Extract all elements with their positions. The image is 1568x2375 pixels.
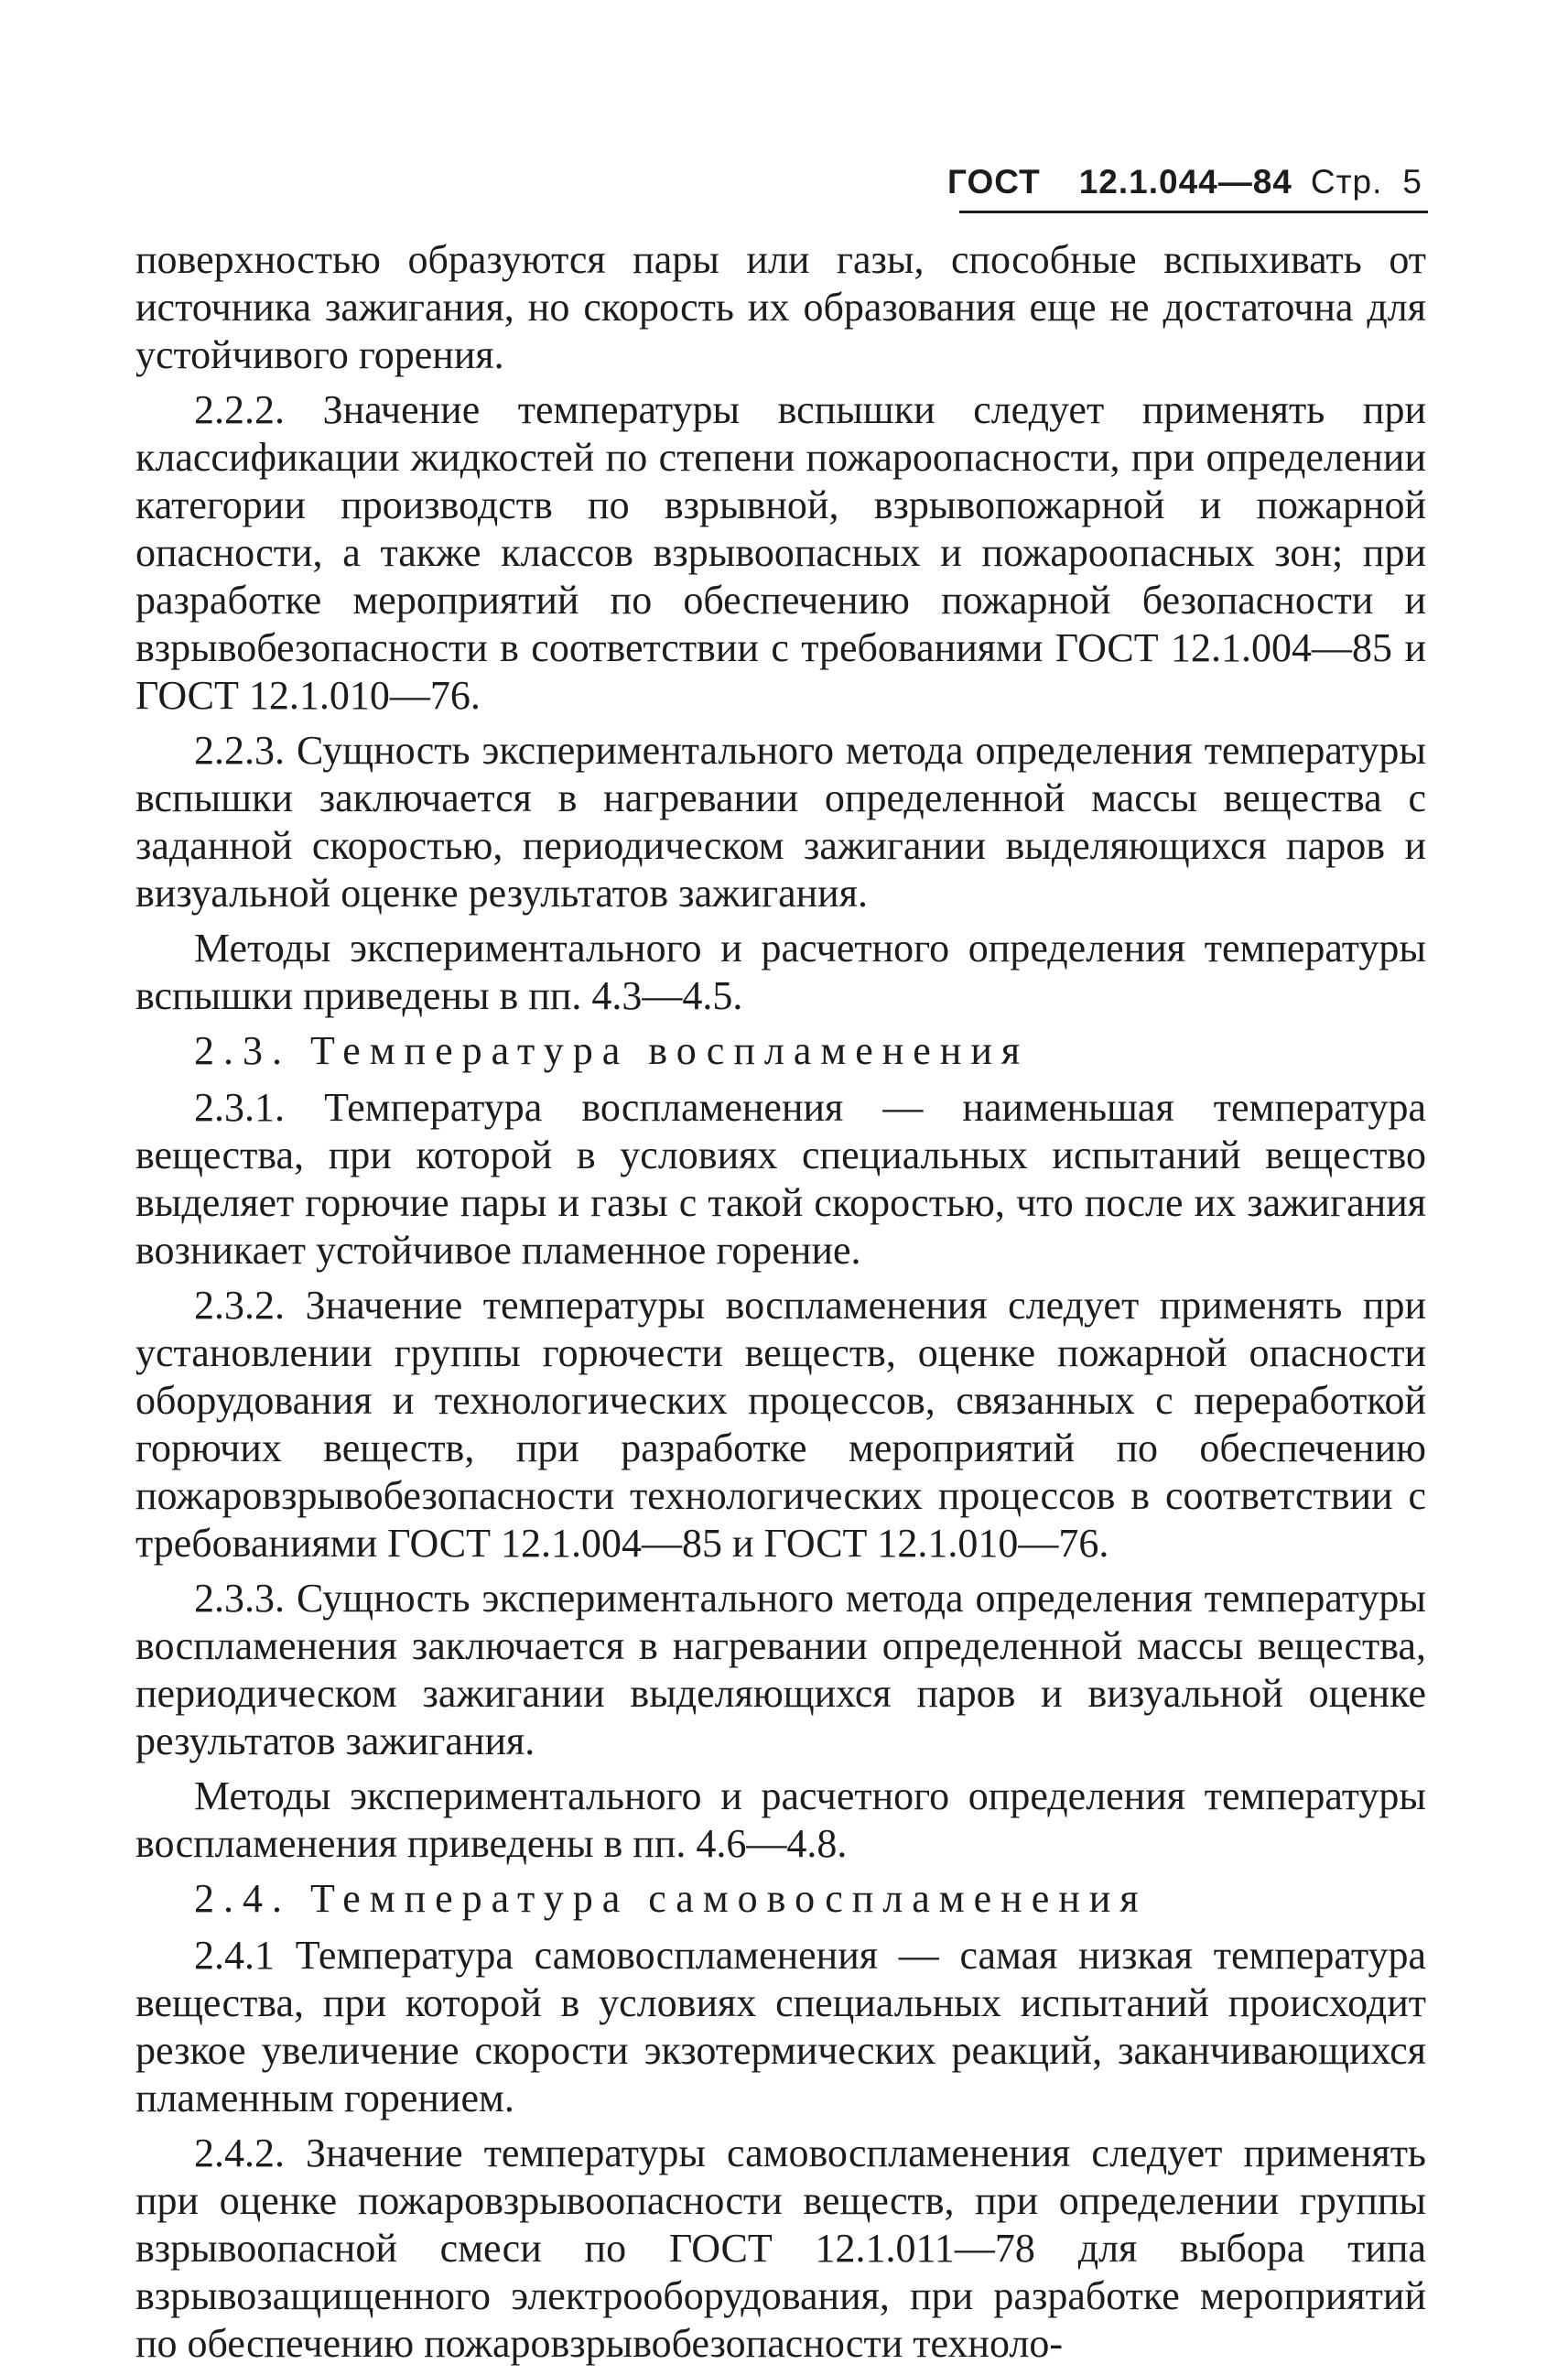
section-heading-2-3: 2.3. Температура воспламенения bbox=[194, 1028, 1030, 1073]
header-standard-number: 12.1.044—84 bbox=[1078, 163, 1292, 201]
paragraph-methods-ignition: Методы экспериментального и расчетного определения температуры воспламенения приведены в пп. 4.6—4.8. bbox=[135, 1773, 1426, 1866]
header-page-label: Стр. bbox=[1310, 163, 1383, 201]
header-standard-label: ГОСТ bbox=[947, 163, 1041, 201]
paragraph-continuation: поверхностью образуются пары или газы, способные вспыхивать от источника зажигания, но скорость их образования еще не достаточна для устойчивого горения. bbox=[135, 237, 1426, 377]
paragraph-2-3-1: 2.3.1. Температура воспламенения — наименьшая температура вещества, при которой в условиях специальных испытаний вещество выделяет горючие пары и газы с такой скоростью, что после их зажигания возникает устойчивое пламенное горение. bbox=[135, 1085, 1426, 1273]
paragraph-2-2-3: 2.2.3. Сущность экспериментального метода определения температуры вспышки заключается в нагревании определенной массы вещества с заданной скоростью, периодическом зажигании выделяющихся паров и визуальной оценке результатов зажигания. bbox=[135, 728, 1426, 916]
header-page-number: 5 bbox=[1402, 163, 1422, 201]
header-divider bbox=[959, 211, 1428, 213]
header-row bbox=[947, 163, 1422, 201]
paragraph-methods-flash: Методы экспериментального и расчетного определения температуры вспышки приведены в пп. 4.3—4.5. bbox=[135, 926, 1426, 1018]
paragraph-2-3-3: 2.3.3. Сущность экспериментального метода определения температуры воспламенения заключается в нагревании определенной массы вещества, периодическом зажигании выделяющихся паров и визуальной оценке результатов зажигания. bbox=[135, 1576, 1426, 1763]
section-heading-2-4: 2.4. Температура самовоспламенения bbox=[194, 1876, 1148, 1921]
page-header bbox=[947, 154, 1428, 214]
body-text bbox=[135, 236, 1426, 2375]
paragraph-2-3-2: 2.3.2. Значение температуры воспламенения следует применять при установлении группы горючести веществ, оценке пожарной опасности оборудования и технологических процессов, связанных с переработкой горючих веществ, при разработке мероприятий по обеспечению пожаровзрывобезопасности технологических процессов в соответствии с требованиями ГОСТ 12.1.004—85 и ГОСТ 12.1.010—76. bbox=[135, 1283, 1426, 1566]
paragraph-2-2-2: 2.2.2. Значение температуры вспышки следует применять при классификации жидкостей по степени пожароопасности, при определении категории производств по взрывной, взрывопожарной и пожарной опасности, а также классов взрывоопасных и пожароопасных зон; при разработке мероприятий по обеспечению пожарной безопасности и взрывобезопасности в соответствии с требованиями ГОСТ 12.1.004—85 и ГОСТ 12.1.010—76. bbox=[135, 387, 1426, 718]
paragraph-2-4-2: 2.4.2. Значение температуры самовоспламенения следует применять при оценке пожаровзрывоопасности веществ, при определении группы взрывоопасной смеси по ГОСТ 12.1.011—78 для выбора типа взрывозащищенного электрооборудования, при разработке мероприятий по обеспечению пожаровзрывобезопасности техноло- bbox=[135, 2131, 1426, 2366]
paragraph-2-4-1: 2.4.1 Температура самовоспламенения — самая низкая температура вещества, при которой в условиях специальных испытаний происходит резкое увеличение скорости экзотермических реакций, заканчивающихся пламенным горением. bbox=[135, 1933, 1426, 2120]
